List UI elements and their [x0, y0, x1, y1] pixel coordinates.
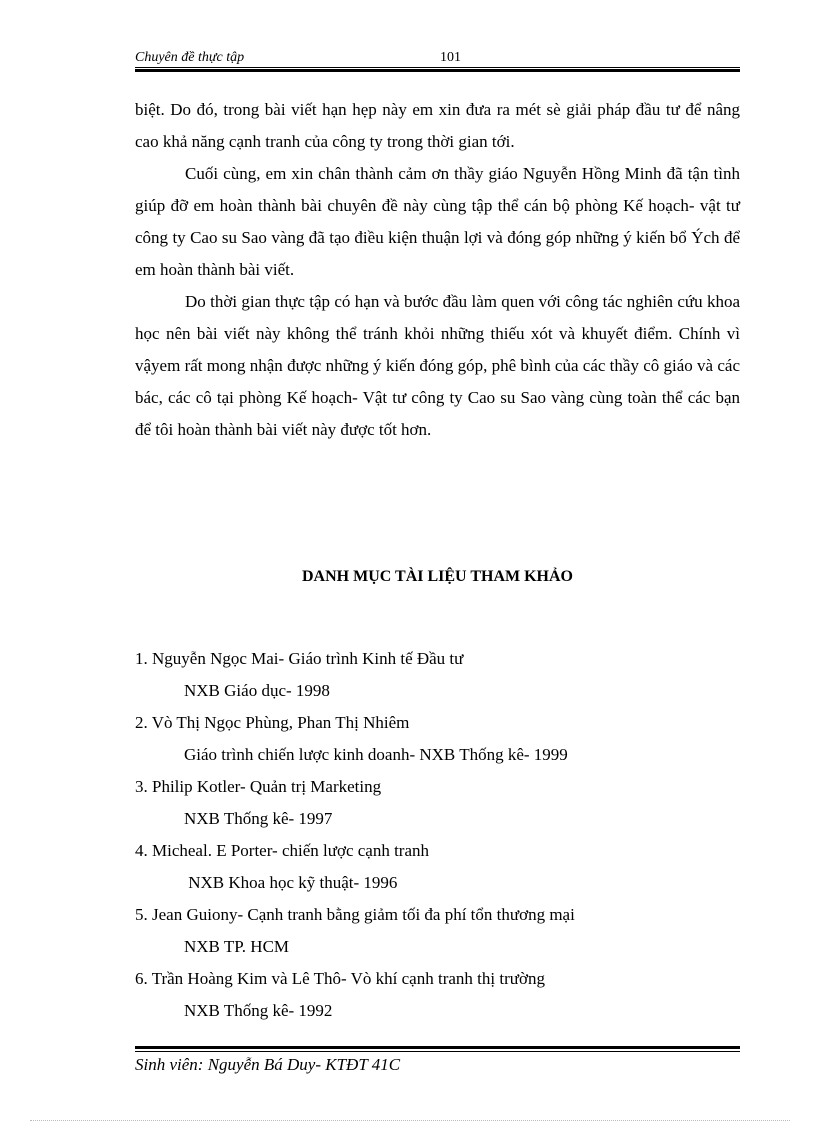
reference-item — [135, 835, 740, 899]
reference-title: 2. Vò Thị Ngọc Phùng, Phan Thị Nhiêm — [135, 713, 410, 732]
references-title: DANH MỤC TÀI LIỆU THAM KHẢO — [302, 568, 573, 585]
reference-publisher: NXB TP. HCM — [184, 937, 290, 956]
reference-item — [135, 771, 740, 835]
reference-publisher: NXB Khoa học kỹ thuật- 1996 — [184, 873, 398, 892]
paragraph-3: Do thời gian thực tập có hạn và bước đầu làm quen với công tác nghiên cứu khoa học nên bài viết này không thể tránh khỏi những thiếu xót và khuyết điểm. Chính vì vậyem rất mong nhận được những ý kiến đóng góp, phê bình của các thầy cô giáo và các bác, các cô tại phòng Kế hoạch- Vật tư công ty Cao su Sao vàng cùng toàn thể các bạn để tôi hoàn thành bài viết này được tốt hơn. — [135, 292, 740, 439]
reference-publisher: Giáo trình chiến lược kinh doanh- NXB Thống kê- 1999 — [184, 745, 568, 764]
page-footer: Sinh viên: Nguyễn Bá Duy- KTĐT 41C — [135, 1055, 401, 1074]
reference-publisher: NXB Giáo dục- 1998 — [184, 681, 330, 700]
reference-title: 1. Nguyễn Ngọc Mai- Giáo trình Kinh tế Đầu tư — [135, 649, 464, 668]
reference-item — [135, 643, 740, 707]
reference-title: 4. Micheal. E Porter- chiến lược cạnh tranh — [135, 841, 430, 860]
page-bottom-border — [30, 1120, 790, 1121]
page-number: 101 — [440, 50, 461, 65]
header-rule-thick — [135, 69, 740, 72]
paragraph-2: Cuối cùng, em xin chân thành cảm ơn thầy giáo Nguyễn Hồng Minh đã tận tình giúp đỡ em hoàn thành bài chuyên đề này cùng tập thể cán bộ phòng Kế hoạch- vật tư công ty Cao su Sao vàng đã tạo điều kiện thuận lợi và đóng góp những ý kiến bổ Ých để em hoàn thành bài viết. — [135, 164, 740, 279]
reference-publisher: NXB Thống kê- 1992 — [184, 1001, 333, 1020]
reference-publisher: NXB Thống kê- 1997 — [184, 809, 333, 828]
reference-item — [135, 963, 740, 1027]
body-text — [135, 94, 740, 446]
reference-title: 3. Philip Kotler- Quản trị Marketing — [135, 777, 382, 796]
header-rule-thin — [135, 67, 740, 68]
footer-rule-thick — [135, 1046, 740, 1049]
references-list — [135, 643, 740, 1027]
header-title: Chuyên đề thực tập — [135, 50, 245, 65]
footer-rule-thin — [135, 1051, 740, 1052]
reference-title: 6. Trần Hoàng Kim và Lê Thô- Vò khí cạnh tranh thị trường — [135, 969, 545, 988]
reference-item — [135, 707, 740, 771]
reference-item — [135, 899, 740, 963]
paragraph-1: biệt. Do đó, trong bài viết hạn hẹp này em xin đưa ra mét sè giải pháp đầu tư để nâng cao khả năng cạnh tranh của công ty trong thời gian tới. — [135, 100, 740, 151]
reference-title: 5. Jean Guiony- Cạnh tranh bằng giảm tối đa phí tổn thương mại — [135, 905, 575, 924]
